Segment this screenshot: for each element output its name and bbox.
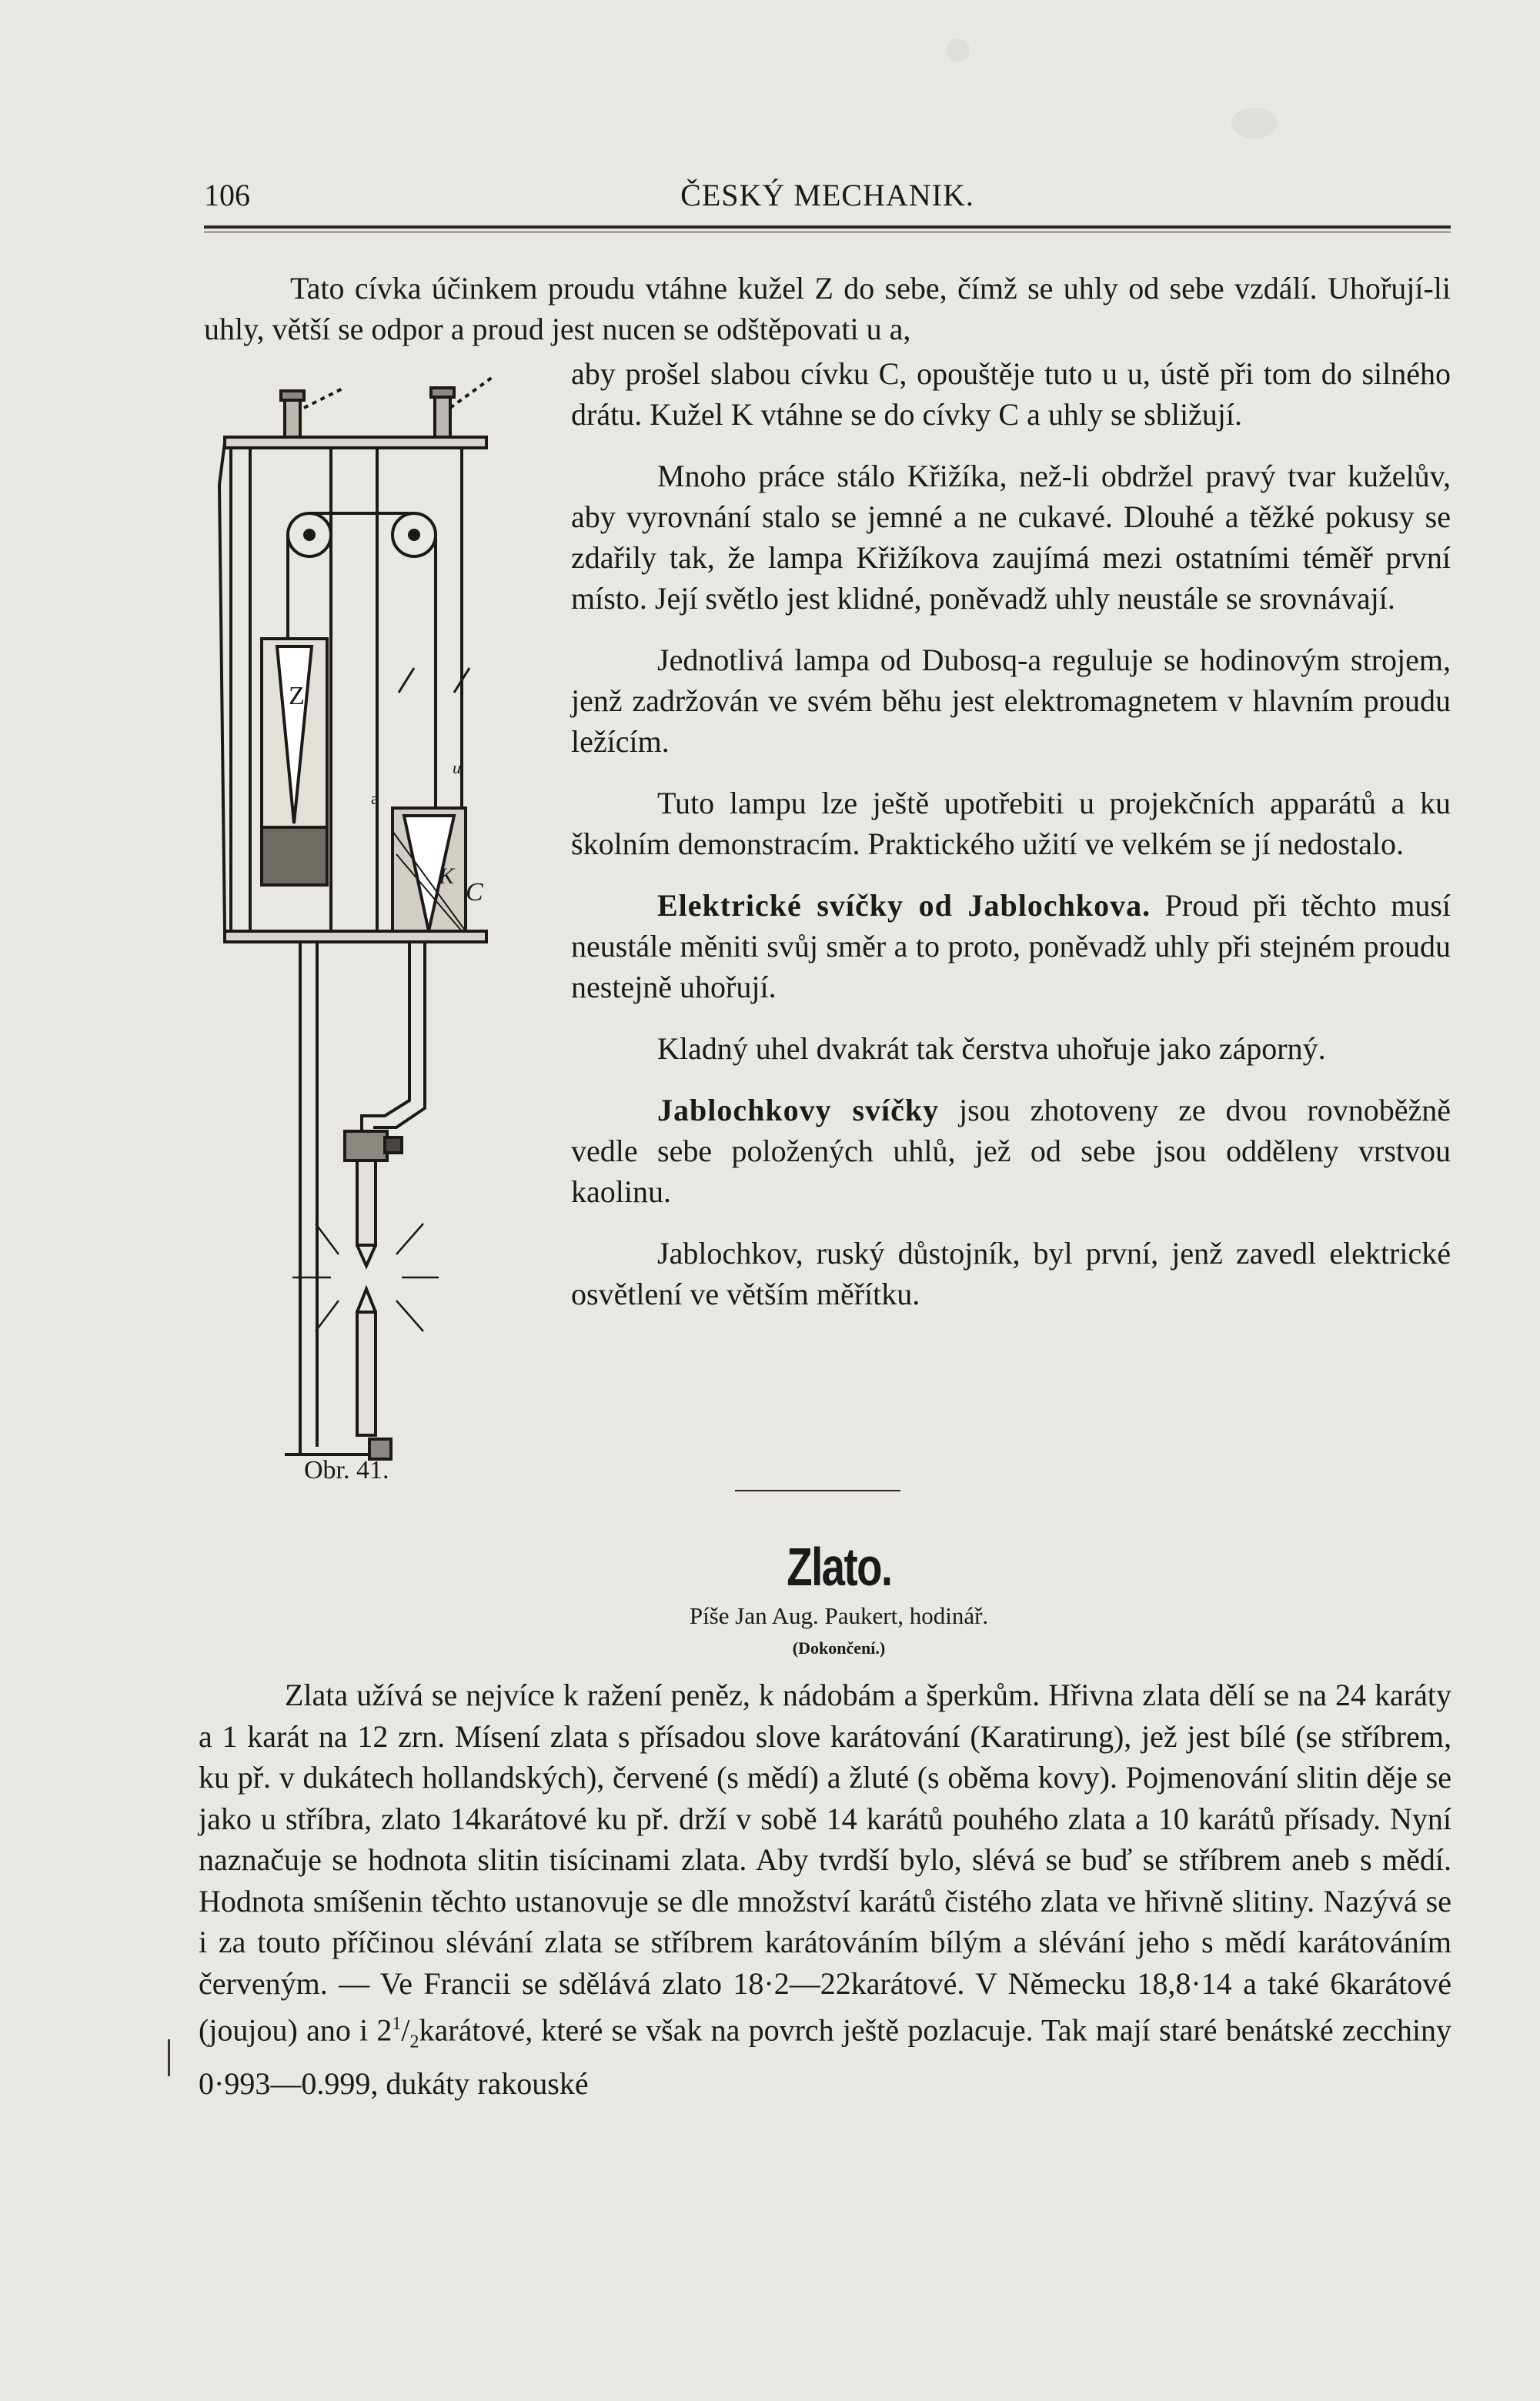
header-rule	[204, 225, 1451, 229]
article-body-text-cont: karátové, které se však na povrch ještě pozlacuje. Tak mají staré benátské zecchiny 0·993—0.999, dukáty rakouské	[199, 2012, 1452, 2101]
paragraph-jablochkov-construction	[571, 1090, 1451, 1212]
article-title	[185, 1536, 1386, 1598]
label-a: a	[371, 789, 379, 808]
paragraph-coil: Tato cívka účinkem proudu vtáhne kužel Z do sebe, čímž se uhly od sebe vzdálí. Uhořují-li uhly, větší se odpor a proud jest nucen se odštěpovati u a,	[204, 271, 1451, 346]
section-heading: Elektrické svíčky od Jablochkova.	[657, 888, 1151, 923]
paragraph-krizik: Mnoho práce stálo Křižíka, než-li obdržel pravý tvar kuželův, aby vyrovnání stalo se jemné a ne cukavé. Dlouhé a těžké pokusy se zdařily tak, že lampa Křižíkova zaujímá mezi ostatními téměř první místo. Její světlo jest klidné, poněvadž uhly neustále se srovnávají.	[571, 459, 1451, 616]
page-number: 106	[204, 178, 250, 212]
label-c: C	[466, 878, 483, 907]
label-z: Z	[289, 682, 305, 710]
paragraph-jablochkov-candles	[571, 885, 1451, 1007]
paragraph-dubosq: Jednotlivá lampa od Dubosq-a reguluje se hodinovým strojem, jenž zadržován ve svém běhu jest elektromagnetem v hlavním proudu ležícím.	[571, 643, 1451, 759]
section-text: Proud při těchto musí neustále měniti svůj směr a to proto, poněvadž uhly při stejném proudu nestejně uhořují.	[571, 888, 1451, 1004]
article-byline: Píše Jan Aug. Paukert, hodinář.	[689, 1602, 989, 1629]
article-separator	[735, 1490, 900, 1491]
paper-stain	[947, 38, 970, 62]
article-continuation: (Dokončení.)	[792, 1638, 886, 1658]
side-column	[571, 353, 1451, 1314]
label-u: u	[453, 758, 461, 777]
figure-caption: Obr. 41.	[304, 1456, 389, 1484]
paper-stain	[1231, 108, 1278, 139]
article-title-text: Zlato.	[787, 1537, 892, 1597]
journal-title: ČESKÝ MECHANIK.	[680, 178, 974, 212]
article-body-text: Zlata užívá se nejvíce k ražení peněz, k nádobám a šperkům. Hřivna zlata dělí se na 24 karáty a 1 karát na 12 zrn. Mísení zlata s přísadou slove karátování (Karatirung), jež jest bílé (se stříbrem, ku př. v dukátech hollandských), červené (s mědí) a žluté (s oběma kovy). Pojmenování slitin děje se jako u stříbra, zlato 14karátové ku př. drží v sobě 14 karátů pouhého zlata a 10 karátů přísady. Nyní naznačuje se hodnota slitin tisícinami zlata. Aby tvrdší bylo, slévá se buď se stříbrem aneb s mědí. Hodnota smíšenin těchto ustanovuje se dle množství karátů čistého zlata ve hřivně slitiny. Nazývá se i za touto příčinou slévání zlata se stříbrem karátováním bílým a slévání jeho s mědí karátováním červeným. — Ve Francii se sdělává zlato 18·2—22karátové. V Německu 18,8·14 a také 6karátové (joujou) ano i 2	[199, 1678, 1451, 2048]
arc-lamp-figure	[208, 362, 531, 1478]
page-header	[204, 177, 1451, 223]
paragraph-projection: Tuto lampu lze ještě upotřebiti u projekčních apparátů a ku školním demonstracím. Praktického užití ve velkém se jí nedostalo.	[571, 786, 1451, 861]
article-body: Zlata užívá se nejvíce k ražení peněz, k nádobám a šperkům. Hřivna zlata dělí se na 24 karáty a 1 karát na 12 zrn. Mísení zlata s přísadou slove karátování (Karatirung), jež jest bílé (se stříbrem, ku př. v dukátech hollandských), červené (s mědí) a žluté (s oběma kovy). Pojmenování slitin děje se jako u stříbra, zlato 14karátové ku př. drží v sobě 14 karátů pouhého zlata a 10 karátů přísady. Nyní naznačuje se hodnota slitin tisícinami zlata. Aby tvrdší bylo, slévá se buď se stříbrem aneb s mědí. Hodnota smíšenin těchto ustanovuje se dle množství karátů čistého zlata ve hřivně slitiny. Nazývá se i za touto příčinou slévání zlata se stříbrem karátováním bílým a slévání jeho s mědí karátováním červeným. — Ve Francii se sdělává zlato 18·2—22karátové. V Německu 18,8·14 a také 6karátové (joujou) ano i $2^1/_2karátové$, které se však na povrch ještě pozlacuje. Tak mají staré benátské zecchiny 0·993—0.999, dukáty rakouské	[199, 1678, 1452, 2101]
fraction-denominator: 2	[409, 2032, 419, 2052]
fraction-numerator: 1	[392, 2014, 402, 2034]
section-heading: Jablochkovy svíčky	[657, 1093, 940, 1127]
paragraph-positive-carbon: Kladný uhel dvakrát tak čerstva uhořuje jako záporný.	[657, 1031, 1326, 1066]
paragraph-jablochkov-officer: Jablochkov, ruský důstojník, byl první, jenž zavedl elektrické osvětlení ve větším měřítku.	[571, 1236, 1451, 1311]
section-text: jsou zhotoveny ze dvou rovnoběžně vedle sebe položených uhlů, jež od sebe jsou odděleny vrstvou kaolinu.	[571, 1093, 1451, 1209]
label-k: K	[439, 863, 455, 889]
margin-mark	[168, 2039, 170, 2076]
paragraph-coil-continued: aby prošel slabou cívku C, opouštěje tuto u u, ústě při tom do silného drátu. Kužel K vtáhne se do cívky C a uhly se sbližují.	[571, 356, 1451, 432]
